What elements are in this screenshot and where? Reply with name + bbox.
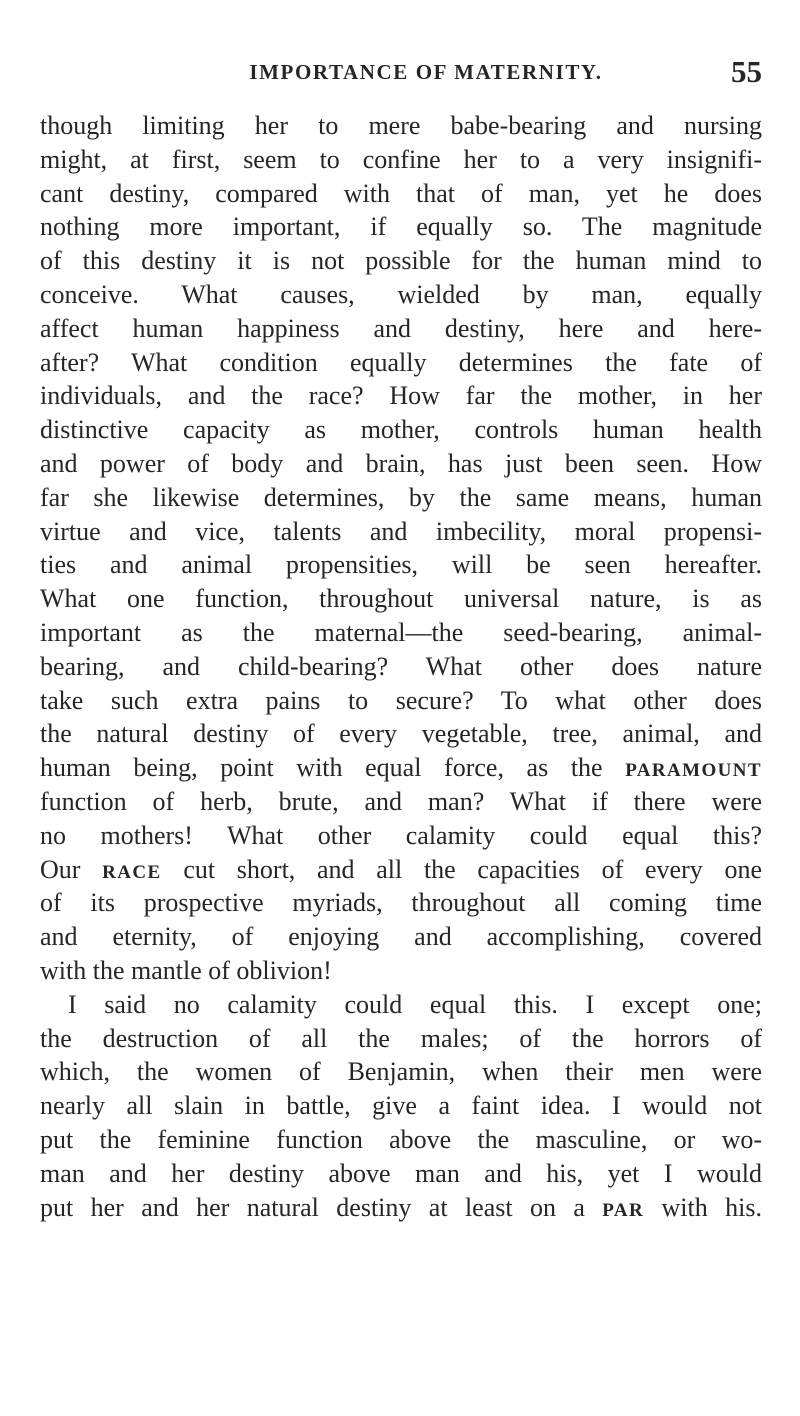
text-span: human being, point with equal force, as the xyxy=(40,753,603,783)
text-line: take such extra pains to secure? To what other does xyxy=(40,685,762,715)
text-line: nothing more important, if equally so. The magnitude xyxy=(40,212,762,242)
text-line: far she likewise determines, by the same means, human xyxy=(40,482,762,512)
text-line: conceive. What causes, wielded by man, equally xyxy=(40,279,762,309)
small-caps-word: PARAMOUNT xyxy=(625,760,762,782)
text-line: affect human happiness and destiny, here and here- xyxy=(40,313,762,343)
text-line: and eternity, of enjoying and accomplishing, covered xyxy=(40,922,762,952)
text-span: with his. xyxy=(661,1192,762,1222)
small-caps-word: RACE xyxy=(102,861,162,883)
text-line: cant destiny, compared with that of man, yet he does xyxy=(40,178,762,208)
text-line: man and her destiny above man and his, yet I would xyxy=(40,1158,762,1188)
text-line: What one function, throughout universal nature, is as xyxy=(40,584,762,614)
text-line: function of herb, brute, and man? What if there were xyxy=(40,786,762,816)
text-line xyxy=(40,1191,762,1225)
text-line xyxy=(40,751,762,785)
text-span: put her and her natural destiny at least on a xyxy=(40,1192,585,1222)
page-number: 55 xyxy=(731,54,762,89)
text-line: put the feminine function above the masculine, or wo- xyxy=(40,1124,762,1154)
text-line: of its prospective myriads, throughout all coming time xyxy=(40,888,762,918)
text-span: cut short, and all the capacities of every one xyxy=(183,854,762,884)
text-line: though limiting her to mere babe-bearing and nursing xyxy=(40,111,762,140)
text-line: individuals, and the race? How far the mother, in her xyxy=(40,381,762,411)
text-line: and power of body and brain, has just been seen. How xyxy=(40,448,762,478)
text-line: the natural destiny of every vegetable, tree, animal, and xyxy=(40,719,762,749)
text-line: the destruction of all the males; of the horrors of xyxy=(40,1023,762,1053)
text-line: virtue and vice, talents and imbecility, moral propensi- xyxy=(40,516,762,546)
text-line: no mothers! What other calamity could equal this? xyxy=(40,820,762,850)
text-line: distinctive capacity as mother, controls human health xyxy=(40,415,762,445)
text-line: bearing, and child-bearing? What other does nature xyxy=(40,651,762,681)
text-line: which, the women of Benjamin, when their men were xyxy=(40,1057,762,1087)
text-line xyxy=(40,853,762,887)
page-header xyxy=(40,56,762,96)
small-caps-word: PAR xyxy=(602,1199,645,1221)
text-line: nearly all slain in battle, give a faint idea. I would not xyxy=(40,1091,762,1121)
text-line: with the mantle of oblivion! xyxy=(40,955,332,985)
text-line: ties and animal propensities, will be seen hereafter. xyxy=(40,550,762,580)
body-text xyxy=(40,109,762,1224)
text-line: I said no calamity could equal this. I except one; xyxy=(68,989,762,1019)
running-head: IMPORTANCE OF MATERNITY. xyxy=(249,60,603,84)
text-line: of this destiny it is not possible for the human mind to xyxy=(40,246,762,276)
text-line: important as the maternal—the seed-bearing, animal- xyxy=(40,617,762,647)
text-line: might, at first, seem to confine her to a very insignifi- xyxy=(40,144,762,174)
text-span: Our xyxy=(40,854,81,884)
text-line: after? What condition equally determines the fate of xyxy=(40,347,762,377)
